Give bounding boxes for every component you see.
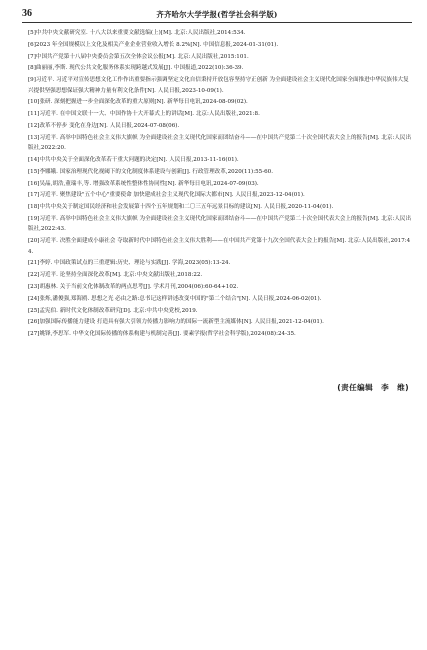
reference-item: [27]姚锋,李思军. 中华文化国际传播的体系构建与机制完善[J]. 要素学报(哲学社会科学版),2024(08):24-35. (28, 331, 296, 338)
page-number: 36 (22, 8, 32, 19)
reference-item: [17]习近平. 聚焦建设"五个中心"重要使命 加快建成社会主义现代化国际大都市[N]. 人民日报,2023-12-04(01). (28, 192, 305, 199)
reference-item: [13]习近平. 高举中国特色社会主义伟大旗帜 为全面建设社会主义现代化国家而团结奋斗——在中国共产党第二十次全国代表大会上的报告[M]. 北京:人民出版社,2022:20. (28, 134, 412, 152)
reference-item: [10]张研. 深刻把握进一步全面深化改革的重大原则[N]. 新华每日电讯,2024-08-09(02). (28, 99, 248, 106)
reference-item: [23]胡惠林. 关于当前文化体制改革的两点思考[J]. 学术月刊,2004(06):60-64+102. (28, 283, 239, 290)
reference-item: [26]加强国际传播能力建设 打造具有强大引领力传播力影响力的国际一流新型主流媒体[N]. 人民日报,2021-12-04(01). (28, 319, 324, 326)
reference-item: [25]孟宪伯. 新时代文化体制改革研究[D]. 北京:中共中央党校,2019. (28, 307, 198, 314)
reference-item: [24]张烁,潘俊强,郑海鸥. 思想之光 必由之路:总书记这样讲述改变中国的"第二个结合"[N]. 人民日报,2024-06-02(01). (28, 295, 322, 302)
page-header (22, 8, 412, 23)
reference-item: [18]中共中央关于制定国民经济和社会发展第十四个五年规划和二〇三五年远景目标的建议[N]. 人民日报,2020-11-04(01). (28, 204, 334, 211)
reference-item: [8]曲丽丽,李斯. 现代公共文化服务体系实现跨越式发展[J]. 中国报道,2022(10):36-39. (28, 65, 244, 72)
reference-item: [14]中共中央关于全面深化改革若干重大问题的决定[N]. 人民日报,2013-11-16(01). (28, 156, 239, 163)
reference-item: [20]习近平. 决胜全面建成小康社会 夺取新时代中国特色社会主义伟大胜利——在中国共产党第十九次全国代表大会上的报告[M]. 北京:人民出版社,2017:44. (28, 238, 411, 255)
reference-item: [19]习近平. 高举中国特色社会主义伟大旗帜 为全面建设社会主义现代化国家而团结奋斗——在中国共产党第二十次全国代表大会上的报告[M]. 北京:人民出版社,2022:43. (28, 215, 412, 233)
reference-item: [21]李婷. 中国政策试点的三重逻辑:历史、理论与实践[J]. 学海,2023(05):13-24. (28, 260, 231, 267)
reference-item: [11]习近平. 在中国文联十一大、中国作协十大开幕式上的讲话[M]. 北京:人民出版社,2021:8. (28, 111, 260, 118)
reference-item: [6]2023 年全国规模以上文化及相关产业企业营业收入增长 8.2%[N]. 中国信息报,2024-01-31(01). (28, 41, 279, 48)
reference-item: [12]改革不停步 变化在身边[N]. 人民日报,2024-07-08(06). (28, 122, 180, 129)
journal-title: 齐齐哈尔大学学报(哲学社会科学版) (156, 10, 278, 19)
responsible-editor: (责任编辑 李 维) (337, 383, 409, 392)
reference-item: [22]习近平. 论坚持全面深化改革[M]. 北京:中央文献出版社,2018:22. (28, 272, 203, 279)
reference-item: [15]李娜娥. 国家治理现代化视阈下的文化制度体系建设与创新[J]. 行政管理改革,2020(11):55-60. (28, 168, 273, 175)
reference-item: [7]中国共产党第十八届中央委员会第五次全体会议公报[M]. 北京:人民出版社,2015:101. (28, 53, 249, 60)
reference-item: [5]中共中央文献研究室. 十八大以来重要文献选编(上)[M]. 北京:人民出版社,2014:534. (28, 30, 246, 36)
reference-item: [16]吴晶,胡浩,董瑞丰,等. 增强改革系统性整体性协同性[N]. 新华每日电讯,2024-07-09(03). (28, 180, 259, 187)
reference-list (28, 28, 412, 341)
reference-item: [9]习近平. 习近平对宣传思想文化工作作出重要指示强调坚定文化自信秉持开放包容坚持守正创新 为全面建设社会主义现代化国家全面推进中华民族伟大复兴提供坚强思想保证强大精神力量有利文化条件[N]. 人民日报,2023-10-09(1). (28, 77, 409, 94)
